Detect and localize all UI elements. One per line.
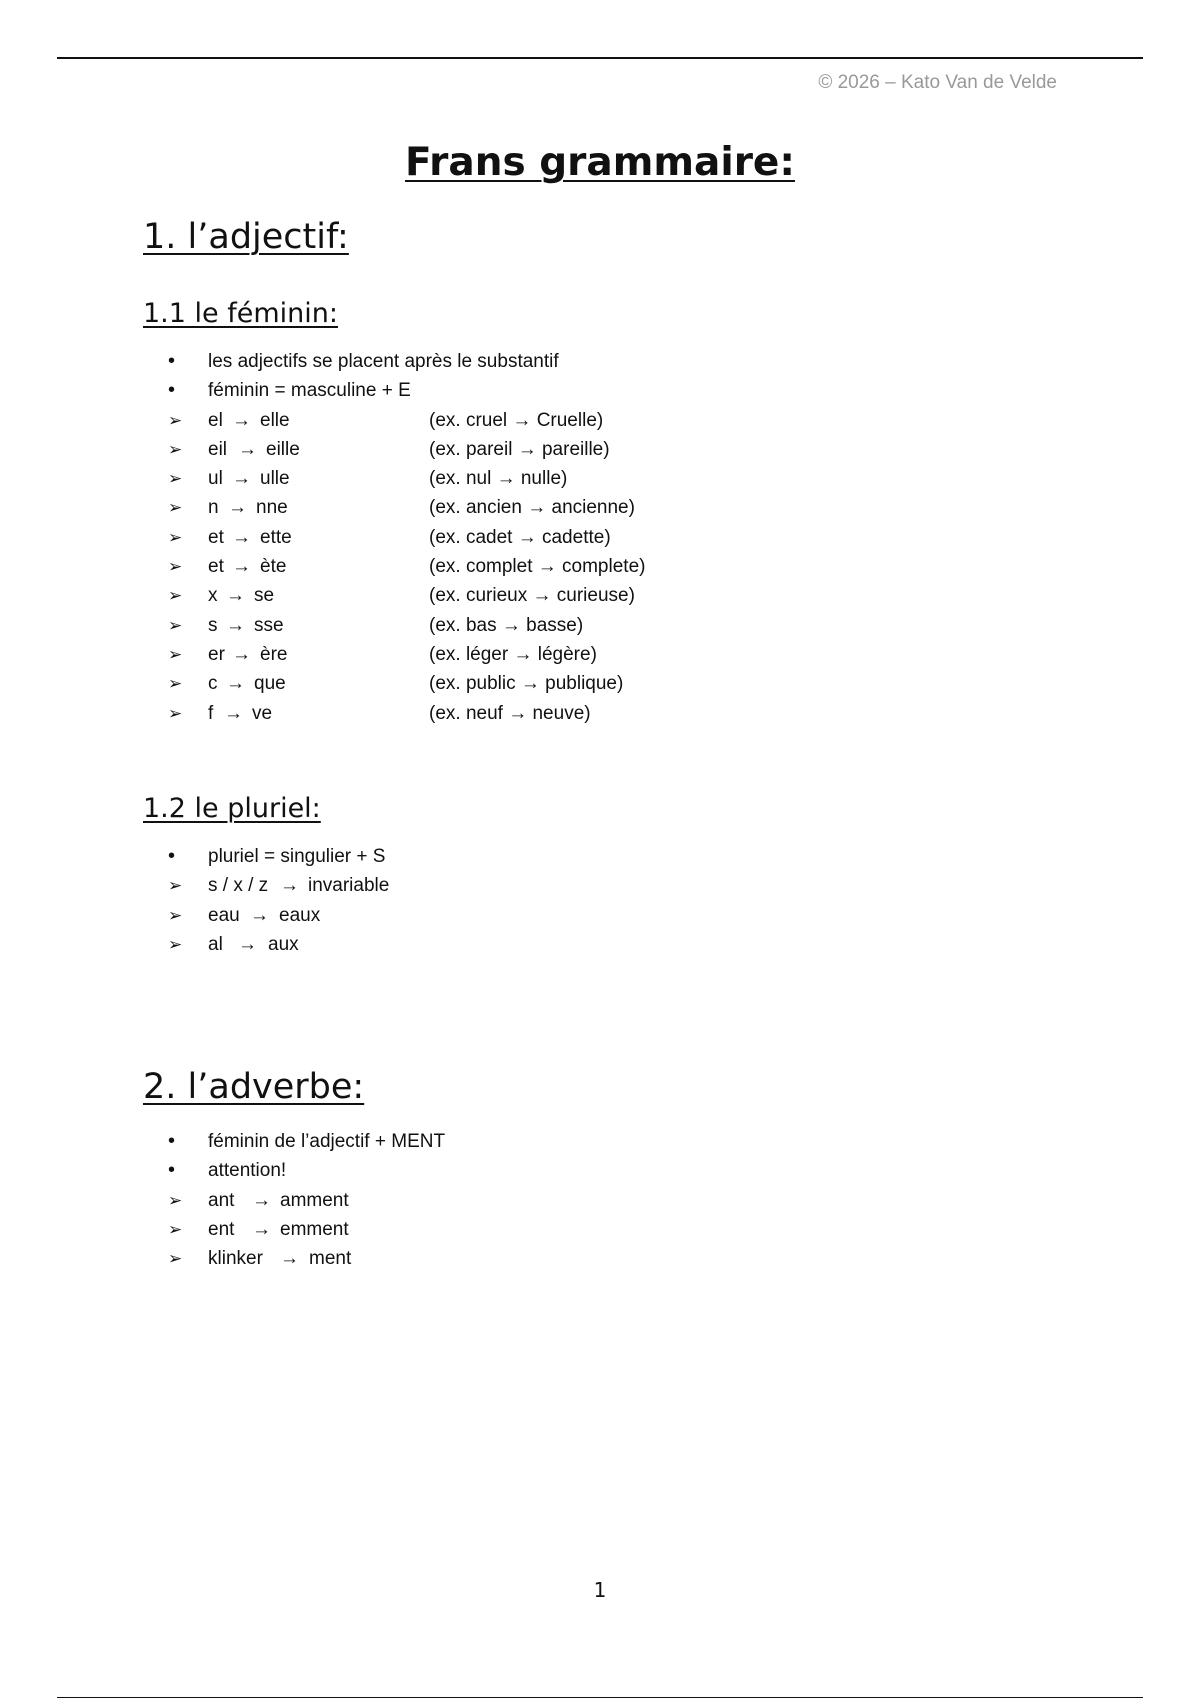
right-arrow-icon: → xyxy=(250,904,269,926)
rule-to: ète xyxy=(260,556,287,578)
bullet-icon xyxy=(168,347,188,376)
rule-example: (ex. pareil → pareille) xyxy=(429,438,610,460)
rule-to: amment xyxy=(280,1189,349,1211)
rule-to: sse xyxy=(254,614,284,636)
right-arrow-icon: → xyxy=(232,468,251,490)
section-heading-adjectif: 1. l’adjectif: xyxy=(143,217,349,257)
rule-example: (ex. cruel → Cruelle) xyxy=(429,409,604,431)
rule-to: nne xyxy=(256,497,288,519)
rule-to: ve xyxy=(252,702,273,724)
rule-to: se xyxy=(254,585,275,607)
rule-example: (ex. léger → légère) xyxy=(429,643,597,665)
arrowhead-bullet-icon xyxy=(168,669,188,698)
right-arrow-icon: → xyxy=(232,643,251,665)
list-item-text: les adjectifs se placent après le substantif xyxy=(208,351,559,372)
right-arrow-icon: → xyxy=(238,438,257,460)
list-item-text: pluriel = singulier + S xyxy=(208,846,386,867)
right-arrow-icon: → xyxy=(228,497,247,519)
rule-from: eau xyxy=(208,904,240,926)
subsection-heading-feminin: 1.1 le féminin: xyxy=(143,298,338,329)
rule-from: er xyxy=(208,643,225,665)
right-arrow-icon: → xyxy=(226,673,245,695)
rule-to: eille xyxy=(266,438,300,460)
rule-from: f xyxy=(208,702,214,724)
arrowhead-bullet-icon xyxy=(168,435,188,464)
right-arrow-icon: → xyxy=(238,933,257,955)
arrowhead-bullet-icon xyxy=(168,464,188,493)
right-arrow-icon: → xyxy=(280,875,299,897)
rule-to: ment xyxy=(309,1248,352,1270)
right-arrow-icon: → xyxy=(232,526,251,548)
rule-to: eaux xyxy=(279,904,321,926)
rule-to: ulle xyxy=(260,468,290,490)
arrowhead-bullet-icon xyxy=(168,1186,188,1215)
arrowhead-bullet-icon xyxy=(168,1244,188,1273)
rule-to: elle xyxy=(260,409,290,431)
rule-example: (ex. nul → nulle) xyxy=(429,468,568,490)
bullet-icon xyxy=(168,376,188,405)
rule-example: (ex. cadet → cadette) xyxy=(429,526,611,548)
arrowhead-bullet-icon xyxy=(168,523,188,552)
arrowhead-bullet-icon xyxy=(168,581,188,610)
rule-from: c xyxy=(208,673,218,695)
rule-from: eil xyxy=(208,438,228,460)
document-title-text: Frans grammaire: xyxy=(405,140,795,185)
bullet-icon xyxy=(168,1156,188,1185)
rule-from: s xyxy=(208,614,218,636)
arrowhead-bullet-icon xyxy=(168,1215,188,1244)
rule-from: al xyxy=(208,933,223,955)
bullet-icon xyxy=(168,1127,188,1156)
arrowhead-bullet-icon xyxy=(168,552,188,581)
list-item-text: féminin = masculine + E xyxy=(208,380,411,402)
subsection-heading-pluriel: 1.2 le pluriel: xyxy=(143,793,321,824)
rule-example: (ex. public → publique) xyxy=(429,673,624,695)
arrowhead-bullet-icon xyxy=(168,493,188,522)
rule-from: et xyxy=(208,556,224,578)
rule-example: (ex. curieux → curieuse) xyxy=(429,585,635,607)
rule-to: aux xyxy=(268,933,299,955)
rule-example: (ex. complet → complete) xyxy=(429,556,646,578)
rule-from: n xyxy=(208,497,219,519)
copyright-notice: © 2026 – Kato Van de Velde xyxy=(818,72,1057,93)
rule-from: ent xyxy=(208,1218,235,1240)
rule-to: ette xyxy=(260,526,292,548)
document-title xyxy=(0,140,1200,185)
page-number: 1 xyxy=(593,1578,607,1602)
section-heading-adverbe: 2. l’adverbe: xyxy=(143,1067,365,1107)
arrowhead-bullet-icon xyxy=(168,611,188,640)
right-arrow-icon: → xyxy=(232,409,251,431)
right-arrow-icon: → xyxy=(224,702,243,724)
rule-from: klinker xyxy=(208,1248,263,1270)
rule-from: x xyxy=(208,585,218,607)
right-arrow-icon: → xyxy=(280,1248,299,1270)
right-arrow-icon: → xyxy=(252,1218,271,1240)
list-item-text: féminin de l’adjectif + MENT xyxy=(208,1131,446,1152)
rule-from: el xyxy=(208,409,223,431)
right-arrow-icon: → xyxy=(226,585,245,607)
arrowhead-bullet-icon xyxy=(168,640,188,669)
rule-from: et xyxy=(208,526,224,548)
bullet-icon xyxy=(168,842,188,871)
rule-example: (ex. neuf → neuve) xyxy=(429,702,591,724)
list-item-text: attention! xyxy=(208,1160,287,1182)
rule-from: ant xyxy=(208,1189,235,1211)
arrowhead-bullet-icon xyxy=(168,930,188,959)
arrowhead-bullet-icon xyxy=(168,406,188,435)
right-arrow-icon: → xyxy=(252,1189,271,1211)
rule-to: ère xyxy=(260,643,288,665)
rule-example: (ex. ancien → ancienne) xyxy=(429,497,635,519)
rule-from: ul xyxy=(208,468,223,490)
arrowhead-bullet-icon xyxy=(168,699,188,728)
top-rule xyxy=(57,57,1143,59)
right-arrow-icon: → xyxy=(232,556,251,578)
bottom-rule xyxy=(57,1697,1143,1698)
rule-example: (ex. bas → basse) xyxy=(429,614,584,636)
rule-to: emment xyxy=(280,1218,349,1240)
arrowhead-bullet-icon xyxy=(168,901,188,930)
right-arrow-icon: → xyxy=(226,614,245,636)
rule-to: invariable xyxy=(308,875,390,897)
rule-to: que xyxy=(254,673,286,695)
rule-from: s / x / z xyxy=(208,875,269,897)
arrowhead-bullet-icon xyxy=(168,871,188,900)
